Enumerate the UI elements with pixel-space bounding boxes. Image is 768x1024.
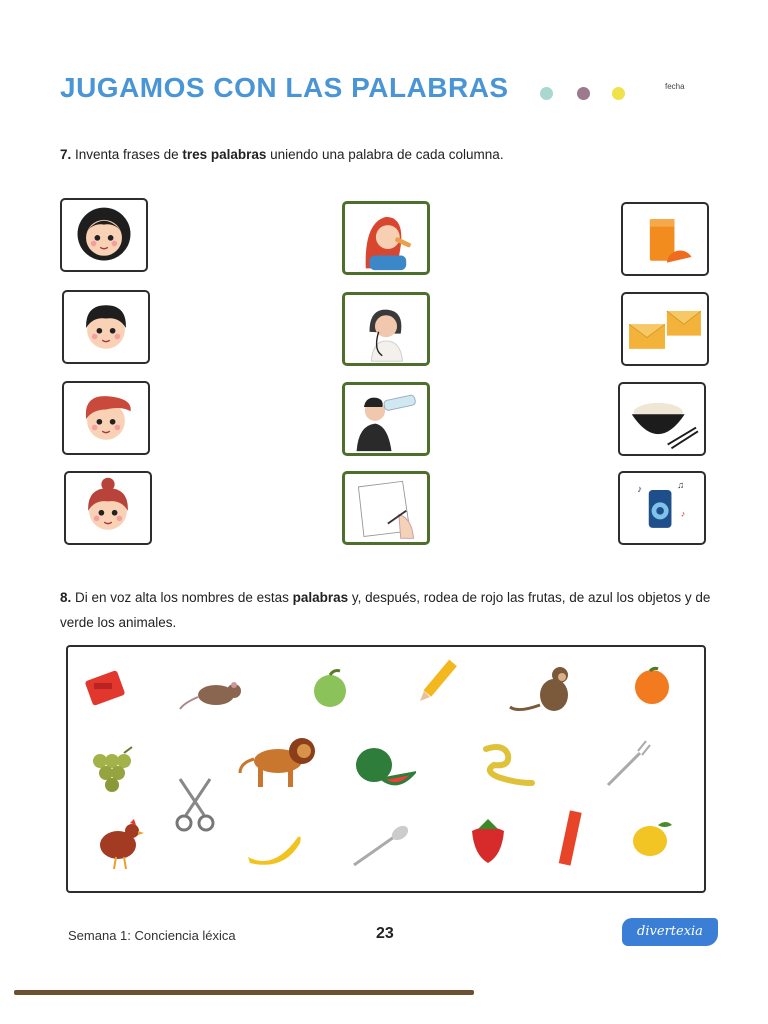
girl-bun-icon [66,473,150,543]
boy-red-hair-icon [64,383,148,453]
page-number: 23 [376,925,394,942]
card-drinking[interactable] [342,382,430,456]
green-apple-icon[interactable] [308,665,352,709]
footer-week: Semana 1: Conciencia léxica [68,928,236,943]
card-boy-red-hair[interactable] [62,381,150,455]
ruler-icon[interactable] [552,809,590,869]
orange-icon[interactable] [630,663,674,707]
page-title: JUGAMOS CON LAS PALABRAS [60,72,509,103]
banana-icon[interactable] [244,831,304,869]
svg-text:♪: ♪ [637,483,643,495]
exercise-7-instruction [60,142,715,167]
scissors-icon[interactable] [172,775,218,833]
items-frame [66,645,706,893]
hen-icon[interactable] [94,817,144,871]
orange-juice-icon [623,204,707,274]
spoon-icon[interactable] [350,823,412,869]
decor-dot-1 [540,87,553,100]
exercise-8-text-a: Di en voz alta los nombres de estas [71,590,293,605]
watermelon-icon[interactable] [352,743,416,791]
boy-black-hair-icon [64,292,148,362]
decor-dot-2 [577,87,590,100]
card-girl-bun[interactable] [64,471,152,545]
listening-music-icon [345,295,427,363]
writing-icon [345,474,427,542]
card-orange-juice[interactable] [621,202,709,276]
decor-dot-3 [612,87,625,100]
brand-logo: divertexia [622,918,718,946]
lion-icon[interactable] [236,733,322,789]
svg-text:♫: ♫ [677,480,685,492]
page-edge-line [14,990,474,995]
card-speaker[interactable] [618,471,706,545]
exercise-7-bold: tres palabras [182,147,267,162]
card-rice-bowl[interactable] [618,382,706,456]
exercise-7-number: 7. [60,147,72,162]
svg-text:♪: ♪ [680,508,686,519]
exercise-7-text-a: Inventa frases de [71,147,183,162]
strawberry-icon[interactable] [466,817,510,867]
card-writing[interactable] [342,471,430,545]
date-label: fecha [665,82,685,91]
sharpener-icon[interactable] [80,665,134,711]
snake-icon[interactable] [480,741,540,793]
exercise-7-text-b: uniendo una palabra de cada columna. [266,147,504,162]
exercise-8-bold: palabras [292,590,349,605]
pencil-icon[interactable] [414,659,460,705]
speaker-icon [620,473,704,543]
card-eating[interactable] [342,201,430,275]
rice-bowl-icon [620,384,704,454]
drinking-icon [345,385,427,453]
mouse-icon[interactable] [178,675,250,713]
exercise-8-text-b: y, después, rodea de rojo las frutas, de azul los objetos y de verde los animales. [60,590,711,630]
letters-icon [623,294,707,364]
monkey-icon[interactable] [508,661,580,717]
card-girl-black-hair[interactable] [60,198,148,272]
exercise-8-number: 8. [60,590,72,605]
card-listening-music[interactable] [342,292,430,366]
girl-black-hair-icon [62,200,146,270]
card-letters[interactable] [621,292,709,366]
exercise-8-instruction [60,585,715,635]
lemon-icon[interactable] [628,813,676,861]
eating-icon [345,204,427,272]
card-boy-black-hair[interactable] [62,290,150,364]
grapes-icon[interactable] [86,745,138,793]
fork-icon[interactable] [602,739,654,791]
